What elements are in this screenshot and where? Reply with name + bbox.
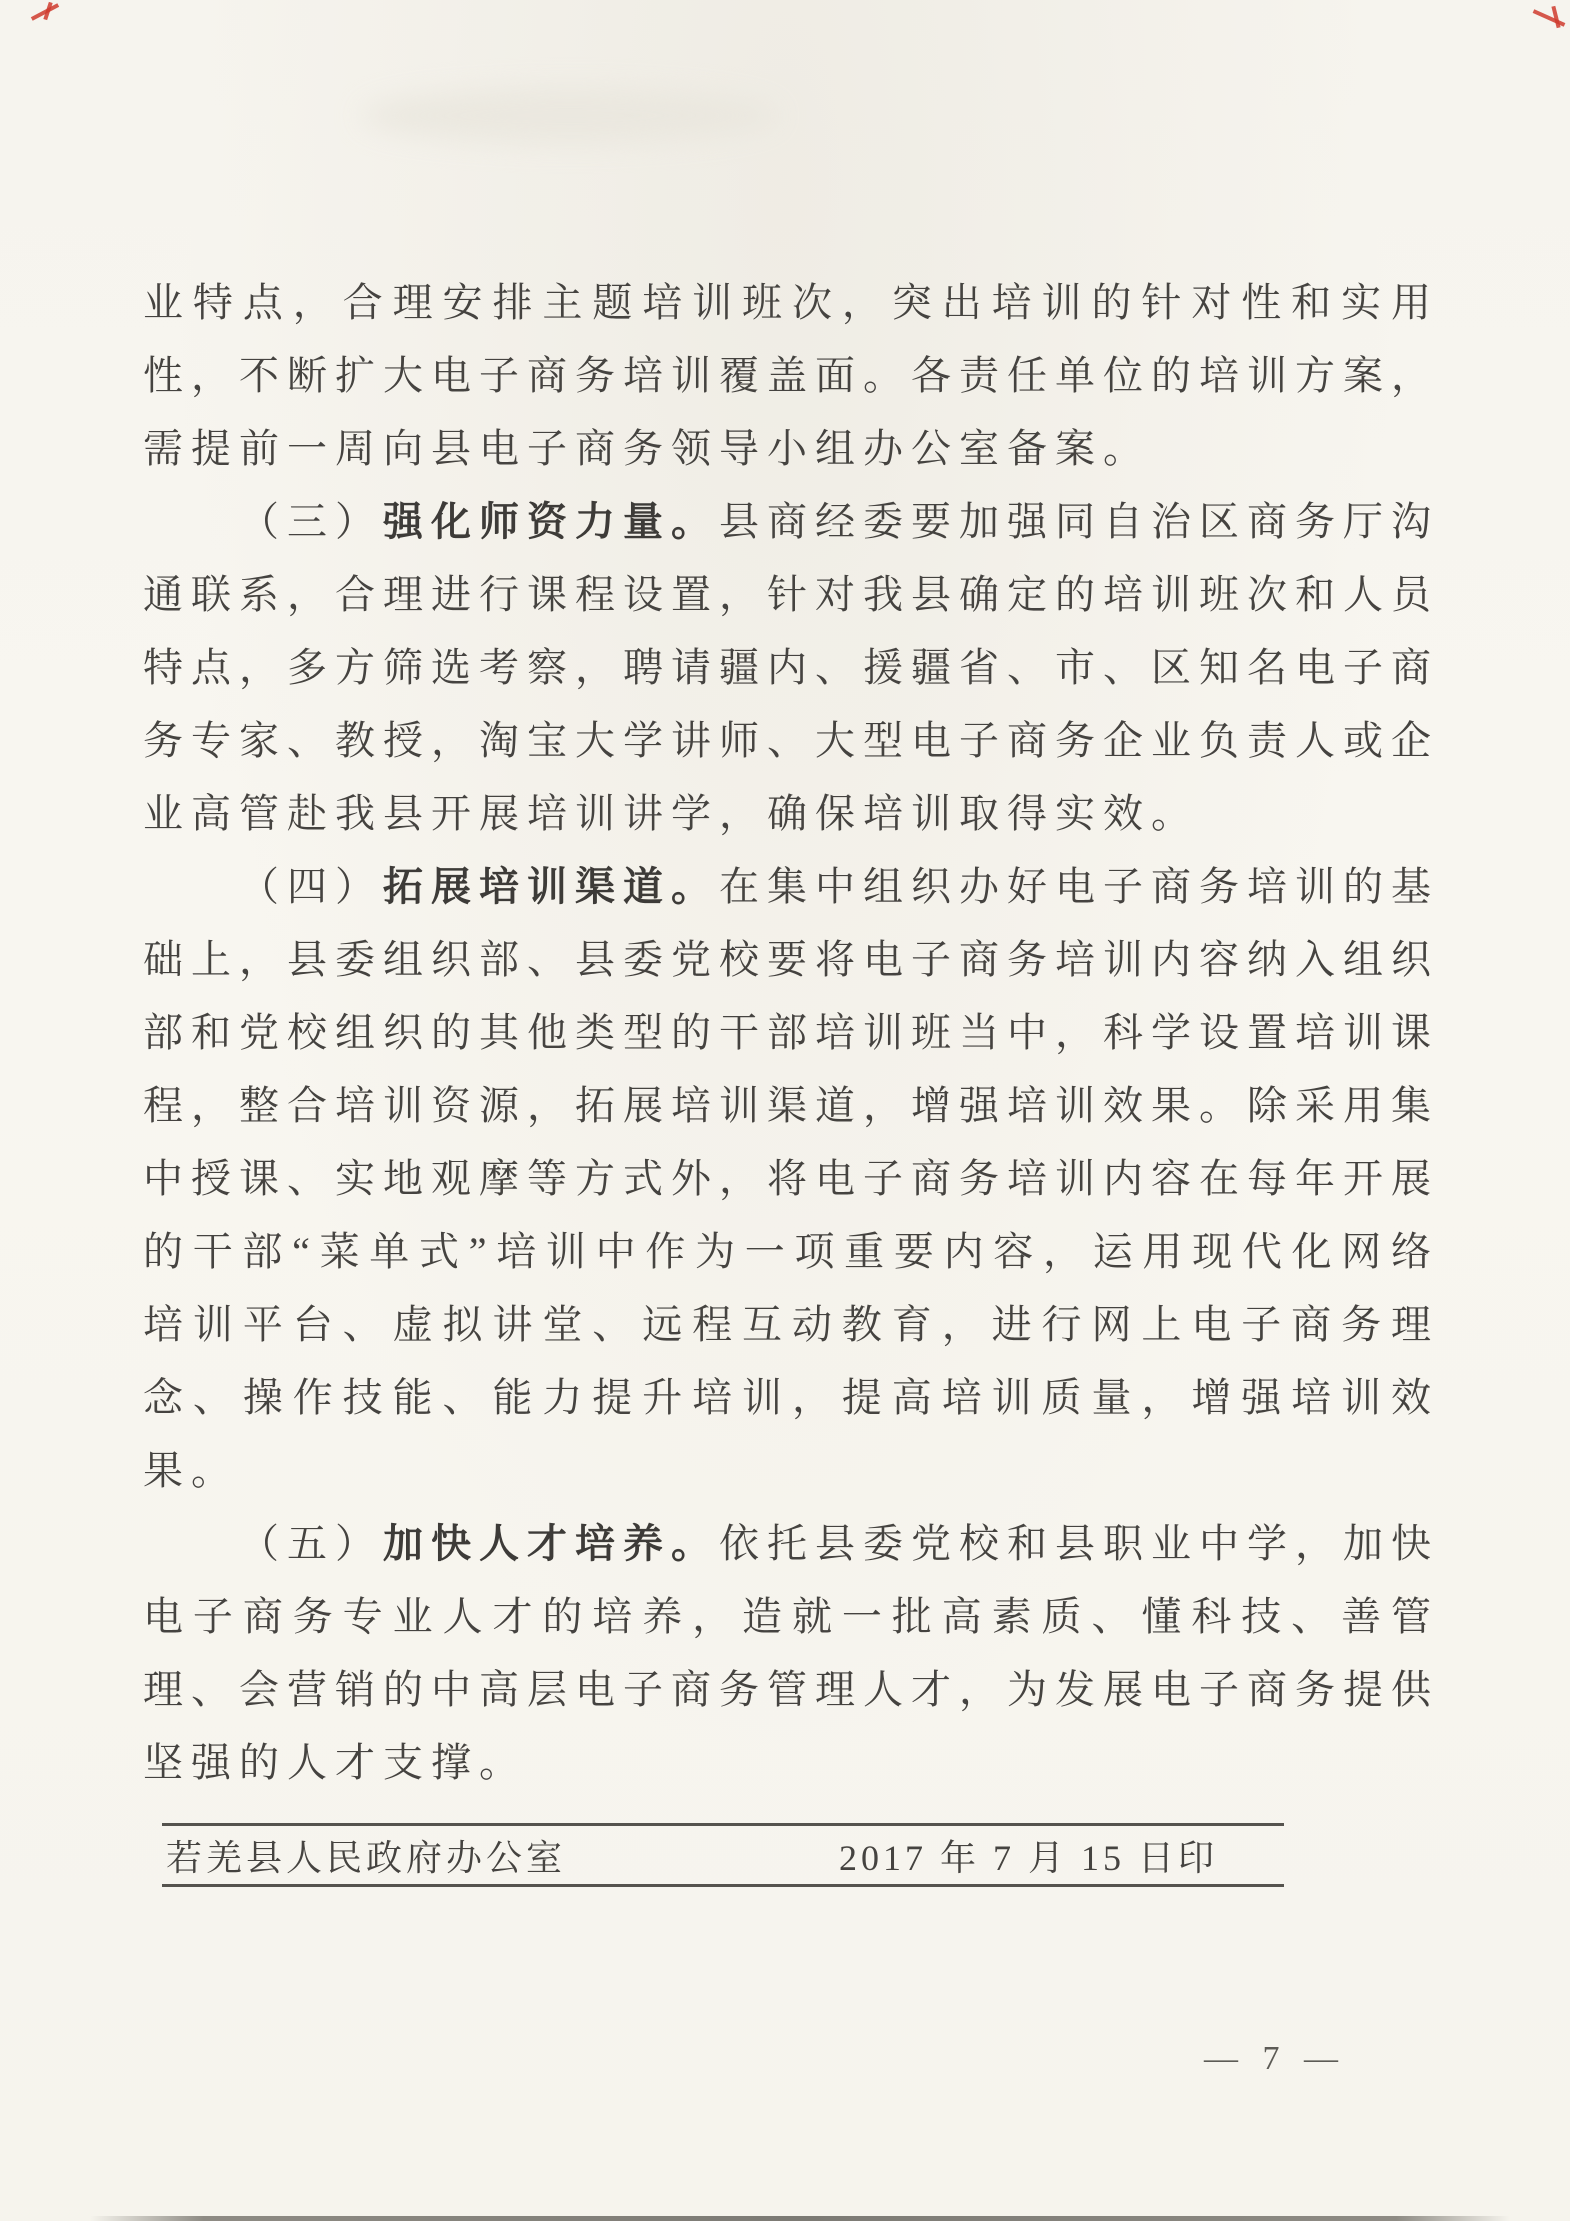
- paragraph-text: 业特点，合理安排主题培训班次，突出培训的针对性和实用性，不断扩大电子商务培训覆盖面。各责任单位的培训方案，需提前一周向县电子商务领导小组办公室备案。: [143, 280, 1439, 471]
- scan-edge-artifact: [90, 2216, 1510, 2221]
- page-number: — 7 —: [1204, 2040, 1346, 2077]
- paragraph-number: （五）: [239, 1521, 383, 1566]
- scan-mark-top-left: [43, 2, 52, 20]
- paragraph-text: 在集中组织办好电子商务培训的基础上，县委组织部、县委党校要将电子商务培训内容纳入组织部和党校组织的其他类型的干部培训班当中，科学设置培训课程，整合培训资源，拓展培训渠道，增强培训效果。除采用集中授课、实地观摩等方式外，将电子商务培训内容在每年开展的干部“菜单式”培训中作为一项重要内容，运用现代化网络培训平台、虚拟讲堂、远程互动教育，进行网上电子商务理念、操作技能、能力提升培训，提高培训质量，增强培训效果。: [143, 864, 1439, 1493]
- colophon: [162, 1823, 1284, 1887]
- paragraph-heading: 拓展培训渠道。: [383, 864, 719, 909]
- paragraph-number: （四）: [239, 864, 383, 909]
- scan-mark-top-right: [1533, 9, 1566, 26]
- paragraph-continuation: [143, 266, 1439, 485]
- paragraph-heading: 加快人才培养。: [383, 1521, 719, 1566]
- paragraph-text: 县商经委要加强同自治区商务厅沟通联系，合理进行课程设置，针对我县确定的培训班次和人员特点，多方筛选考察，聘请疆内、援疆省、市、区知名电子商务专家、教授，淘宝大学讲师、大型电子商务企业负责人或企业高管赴我县开展培训讲学，确保培训取得实效。: [143, 499, 1439, 836]
- paragraph-item-4: [143, 850, 1439, 1507]
- paragraph-item-3: [143, 485, 1439, 850]
- paragraph-item-5: [143, 1507, 1439, 1799]
- issuing-office: 若羌县人民政府办公室: [166, 1837, 567, 1878]
- print-date: 2017 年 7 月 15 日印: [838, 1837, 1218, 1878]
- paragraph-number: （三）: [239, 499, 383, 544]
- document-body: [143, 266, 1439, 1799]
- scan-bleed-artifact: [360, 88, 780, 143]
- paragraph-heading: 强化师资力量。: [383, 499, 719, 544]
- paragraph-text: 依托县委党校和县职业中学，加快电子商务专业人才的培养，造就一批高素质、懂科技、善管理、会营销的中高层电子商务管理人才，为发展电子商务提供坚强的人才支撑。: [143, 1521, 1439, 1785]
